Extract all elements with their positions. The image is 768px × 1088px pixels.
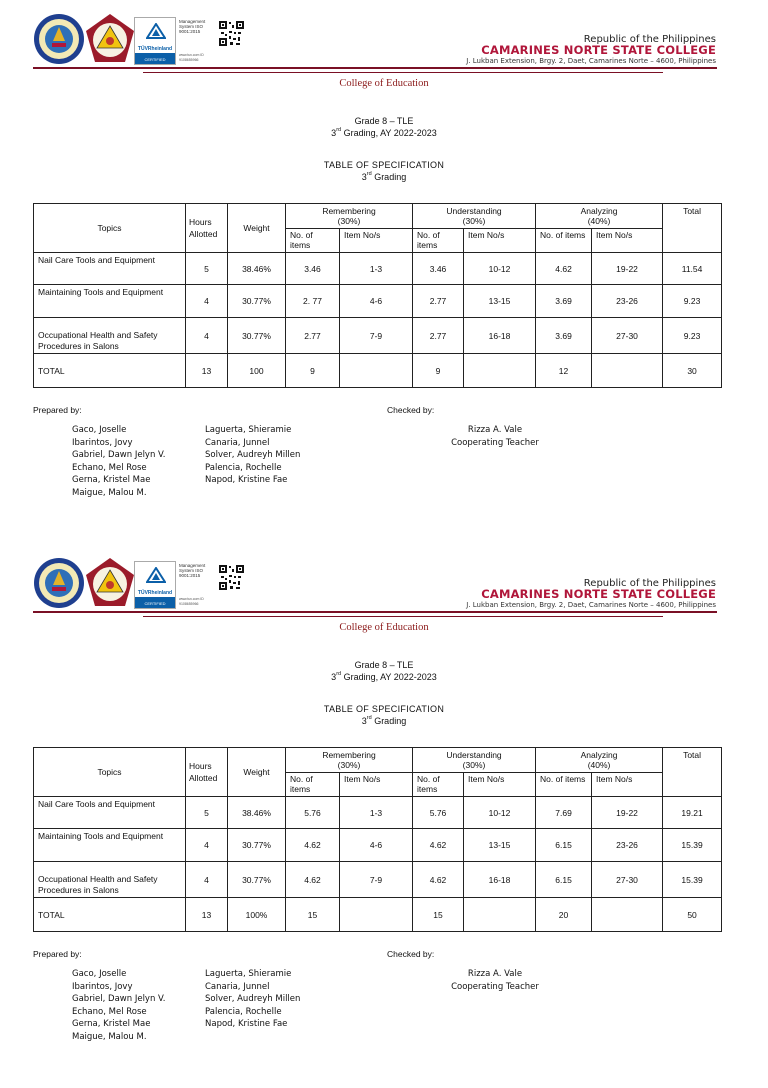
weight-cell: 38.46% — [228, 797, 286, 829]
hours-cell: 4 — [186, 318, 228, 354]
checker-role: Cooperating Teacher — [451, 981, 539, 992]
subheader-ana-no: No. of items — [536, 229, 592, 253]
preparers-column-1 — [72, 424, 165, 500]
und-no-cell: 2.77 — [413, 285, 464, 318]
total-und-no: 9 — [413, 354, 464, 388]
total-cell: 15.39 — [663, 862, 722, 898]
subheader-ana-no: No. of items — [536, 773, 592, 797]
subheader-rem-no: No. of items — [286, 229, 340, 253]
qr-code-icon — [218, 564, 245, 591]
preparer-name: Ibarintos, Jovy — [72, 981, 133, 992]
rem-no-cell: 4.62 — [286, 829, 340, 862]
header-analyzing: Analyzing (40%) — [536, 204, 663, 229]
specification-table — [33, 203, 722, 388]
tuv-badge-certified: CERTIFIED — [144, 57, 166, 62]
preparer-name: Gabriel, Dawn Jelyn V. — [72, 994, 166, 1005]
total-cell: 11.54 — [663, 253, 722, 285]
preparer-name: Echano, Mel Rose — [72, 462, 147, 473]
tuv-certification-badge — [134, 561, 176, 609]
hours-cell: 4 — [186, 829, 228, 862]
subheader-rem-items: Item No/s — [340, 229, 413, 253]
header-topics: Topics — [34, 748, 186, 797]
header-weight: Weight — [228, 204, 286, 253]
checked-by-label: Checked by: — [387, 949, 435, 959]
weight-cell: 30.77% — [228, 318, 286, 354]
header-understanding: Understanding (30%) — [413, 204, 536, 229]
checker-name: Rizza A. Vale — [467, 969, 523, 979]
tos-subtitle: 3rd Grading — [361, 715, 407, 726]
topic-cell: Occupational Health and Safety Procedures in Salons — [34, 318, 186, 354]
und-items-cell: 10-12 — [464, 253, 536, 285]
table-total-row — [34, 898, 722, 932]
checker-block — [440, 424, 550, 449]
subheader-ana-items: Item No/s — [592, 773, 663, 797]
weight-cell: 30.77% — [228, 285, 286, 318]
total-weight: 100 — [228, 354, 286, 388]
subheader-und-items: Item No/s — [464, 773, 536, 797]
ana-no-cell: 3.69 — [536, 285, 592, 318]
management-system-text: Management System ISO 9001:2015 — [179, 563, 206, 579]
grading-line: 3rd Grading, AY 2022-2023 — [331, 127, 437, 138]
preparer-name: Laguerta, Shieramie — [205, 969, 292, 979]
und-items-cell: 10-12 — [464, 797, 536, 829]
college-address: J. Lukban Extension, Brgy. 2, Daet, Camarines Norte – 4600, Philippines — [466, 601, 716, 609]
ana-items-cell: 27-30 — [592, 862, 663, 898]
und-no-cell: 2.77 — [413, 318, 464, 354]
college-seal-logo — [33, 557, 85, 609]
management-system-small-text: www.tuv.com ID 9108655966 — [179, 597, 204, 606]
preparer-name: Gerna, Kristel Mae — [72, 1019, 151, 1030]
header-divider — [33, 67, 717, 69]
header-total: Total — [663, 204, 722, 253]
total-und-no: 15 — [413, 898, 464, 932]
und-no-cell: 4.62 — [413, 829, 464, 862]
tuv-triangle-icon — [146, 23, 166, 39]
ana-no-cell: 6.15 — [536, 829, 592, 862]
header-analyzing: Analyzing (40%) — [536, 748, 663, 773]
ana-items-cell: 23-26 — [592, 285, 663, 318]
und-no-cell: 3.46 — [413, 253, 464, 285]
header-understanding: Understanding (30%) — [413, 748, 536, 773]
subject-line: Grade 8 – TLE — [354, 660, 414, 670]
management-system-text: Management System ISO 9001:2015 — [179, 19, 206, 35]
college-name: CAMARINES NORTE STATE COLLEGE — [481, 43, 716, 57]
grand-total: 50 — [663, 898, 722, 932]
tuv-triangle-icon — [146, 567, 166, 583]
preparer-name: Palencia, Rochelle — [205, 1006, 282, 1017]
subheader-und-no: No. of items — [413, 773, 464, 797]
checker-block — [440, 968, 550, 993]
tos-title: TABLE OF SPECIFICATION — [323, 160, 445, 170]
hours-cell: 5 — [186, 797, 228, 829]
preparer-name: Canaria, Junnel — [205, 981, 270, 992]
ana-no-cell: 4.62 — [536, 253, 592, 285]
ana-items-cell: 27-30 — [592, 318, 663, 354]
table-row — [34, 285, 722, 318]
preparers-column-1 — [72, 968, 165, 1044]
college-name: CAMARINES NORTE STATE COLLEGE — [481, 587, 716, 601]
preparer-name: Gaco, Joselle — [72, 425, 127, 435]
total-ana-no: 20 — [536, 898, 592, 932]
rem-items-cell: 1-3 — [340, 253, 413, 285]
preparer-name: Napod, Kristine Fae — [205, 1019, 288, 1030]
header-subdivider — [143, 72, 663, 73]
preparers-column-2 — [205, 424, 300, 487]
header-divider — [33, 611, 717, 613]
und-no-cell: 5.76 — [413, 797, 464, 829]
header-remembering: Remembering (30%) — [286, 748, 413, 773]
topic-cell: Occupational Health and Safety Procedures in Salons — [34, 862, 186, 898]
preparer-name: Palencia, Rochelle — [205, 462, 282, 473]
table-row — [34, 797, 722, 829]
tos-title: TABLE OF SPECIFICATION — [323, 704, 445, 714]
rem-no-cell: 4.62 — [286, 862, 340, 898]
preparer-name: Maigue, Malou M. — [72, 487, 147, 498]
tuv-badge-name: TÜVRheinland — [137, 46, 173, 52]
tuv-certification-badge — [134, 17, 176, 65]
header-topics: Topics — [34, 204, 186, 253]
weight-cell: 38.46% — [228, 253, 286, 285]
topic-cell: Nail Care Tools and Equipment — [34, 253, 186, 285]
hours-cell: 5 — [186, 253, 228, 285]
total-rem-no: 9 — [286, 354, 340, 388]
preparer-name: Canaria, Junnel — [205, 437, 270, 448]
preparer-name: Gabriel, Dawn Jelyn V. — [72, 450, 166, 461]
total-ana-no: 12 — [536, 354, 592, 388]
checker-role: Cooperating Teacher — [451, 437, 539, 448]
ana-no-cell: 6.15 — [536, 862, 592, 898]
rem-items-cell: 7-9 — [340, 318, 413, 354]
subheader-rem-items: Item No/s — [340, 773, 413, 797]
table-row — [34, 862, 722, 898]
department-seal-logo — [84, 13, 136, 65]
preparer-name: Echano, Mel Rose — [72, 1006, 147, 1017]
header-total: Total — [663, 748, 722, 797]
header-hours: Hours Allotted — [186, 748, 228, 797]
total-cell: 15.39 — [663, 829, 722, 862]
table-row — [34, 829, 722, 862]
college-address: J. Lukban Extension, Brgy. 2, Daet, Camarines Norte – 4600, Philippines — [466, 57, 716, 65]
letterhead — [0, 0, 768, 80]
weight-cell: 30.77% — [228, 862, 286, 898]
rem-no-cell: 2.77 — [286, 318, 340, 354]
preparer-name: Solver, Audreyh Millen — [205, 994, 301, 1005]
ana-no-cell: 3.69 — [536, 318, 592, 354]
und-items-cell: 13-15 — [464, 285, 536, 318]
table-row — [34, 318, 722, 354]
rem-no-cell: 3.46 — [286, 253, 340, 285]
weight-cell: 30.77% — [228, 829, 286, 862]
hours-cell: 4 — [186, 285, 228, 318]
total-weight: 100% — [228, 898, 286, 932]
preparer-name: Maigue, Malou M. — [72, 1031, 147, 1042]
rem-items-cell: 1-3 — [340, 797, 413, 829]
college-unit: College of Education — [339, 622, 429, 633]
grading-line: 3rd Grading, AY 2022-2023 — [331, 671, 437, 682]
und-items-cell: 16-18 — [464, 862, 536, 898]
table-header-row — [34, 204, 722, 229]
und-no-cell: 4.62 — [413, 862, 464, 898]
specification-table — [33, 747, 722, 932]
checker-name: Rizza A. Vale — [467, 425, 523, 435]
ana-items-cell: 23-26 — [592, 829, 663, 862]
document-page — [0, 544, 768, 1088]
prepared-by-label: Prepared by: — [33, 949, 82, 959]
management-system-small-text: www.tuv.com ID 9108655966 — [179, 53, 204, 62]
preparer-name: Gerna, Kristel Mae — [72, 475, 151, 486]
header-hours: Hours Allotted — [186, 204, 228, 253]
total-rem-no: 15 — [286, 898, 340, 932]
preparer-name: Ibarintos, Jovy — [72, 437, 133, 448]
preparer-name: Laguerta, Shieramie — [205, 425, 292, 435]
table-header-row — [34, 748, 722, 773]
subheader-und-no: No. of items — [413, 229, 464, 253]
college-seal-logo — [33, 13, 85, 65]
qr-code-icon — [218, 20, 245, 47]
grand-total: 30 — [663, 354, 722, 388]
ana-items-cell: 19-22 — [592, 797, 663, 829]
letterhead — [0, 544, 768, 624]
total-cell: 19.21 — [663, 797, 722, 829]
tuv-badge-name: TÜVRheinland — [137, 590, 173, 596]
preparer-name: Gaco, Joselle — [72, 969, 127, 979]
total-label: TOTAL — [34, 898, 186, 932]
total-cell: 9.23 — [663, 285, 722, 318]
rem-no-cell: 2. 77 — [286, 285, 340, 318]
subheader-ana-items: Item No/s — [592, 229, 663, 253]
und-items-cell: 16-18 — [464, 318, 536, 354]
total-hours: 13 — [186, 354, 228, 388]
header-remembering: Remembering (30%) — [286, 204, 413, 229]
subject-line: Grade 8 – TLE — [354, 116, 414, 126]
topic-cell: Maintaining Tools and Equipment — [34, 285, 186, 318]
ana-no-cell: 7.69 — [536, 797, 592, 829]
header-subdivider — [143, 616, 663, 617]
table-total-row — [34, 354, 722, 388]
total-label: TOTAL — [34, 354, 186, 388]
preparer-name: Solver, Audreyh Millen — [205, 450, 301, 461]
rem-items-cell: 4-6 — [340, 829, 413, 862]
tos-subtitle: 3rd Grading — [361, 171, 407, 182]
checked-by-label: Checked by: — [387, 405, 435, 415]
und-items-cell: 13-15 — [464, 829, 536, 862]
hours-cell: 4 — [186, 862, 228, 898]
table-row — [34, 253, 722, 285]
preparers-column-2 — [205, 968, 300, 1031]
college-unit: College of Education — [339, 78, 429, 89]
rem-items-cell: 4-6 — [340, 285, 413, 318]
preparer-name: Napod, Kristine Fae — [205, 475, 288, 486]
prepared-by-label: Prepared by: — [33, 405, 82, 415]
tuv-badge-certified: CERTIFIED — [144, 601, 166, 606]
republic-text: Republic of the Philippines — [583, 34, 716, 45]
total-hours: 13 — [186, 898, 228, 932]
rem-items-cell: 7-9 — [340, 862, 413, 898]
total-cell: 9.23 — [663, 318, 722, 354]
subheader-rem-no: No. of items — [286, 773, 340, 797]
header-weight: Weight — [228, 748, 286, 797]
rem-no-cell: 5.76 — [286, 797, 340, 829]
ana-items-cell: 19-22 — [592, 253, 663, 285]
topic-cell: Maintaining Tools and Equipment — [34, 829, 186, 862]
subheader-und-items: Item No/s — [464, 229, 536, 253]
department-seal-logo — [84, 557, 136, 609]
republic-text: Republic of the Philippines — [583, 578, 716, 589]
topic-cell: Nail Care Tools and Equipment — [34, 797, 186, 829]
